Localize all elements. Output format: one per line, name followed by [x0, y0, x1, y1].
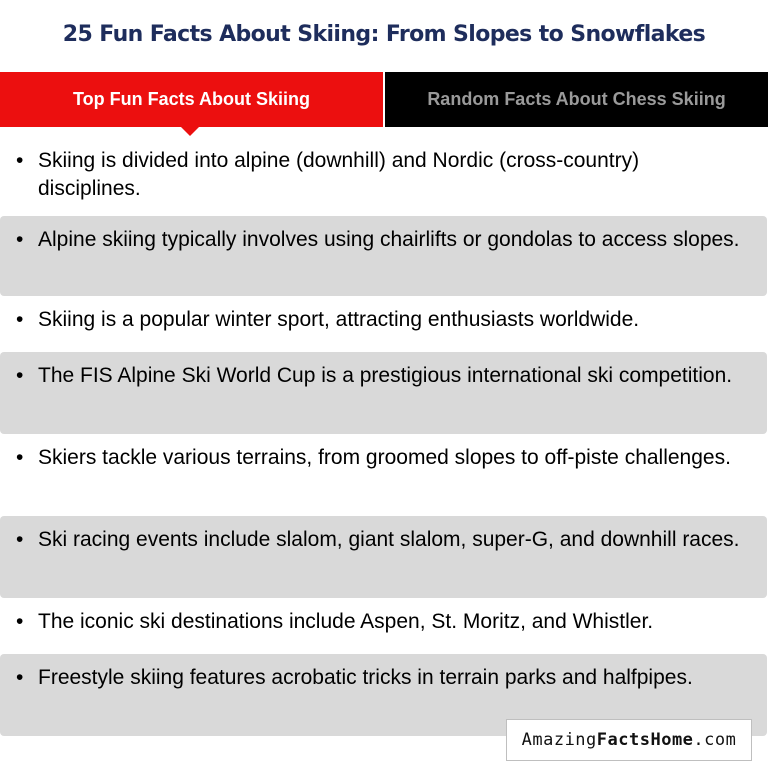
fact-text: The iconic ski destinations include Aspen, St. Moritz, and Whistler. — [38, 610, 654, 633]
tab-random-facts[interactable]: Random Facts About Chess Skiing — [385, 72, 768, 127]
tab-bar — [0, 72, 768, 127]
fact-text: Skiers tackle various terrains, from groomed slopes to off-piste challenges. — [38, 446, 731, 469]
watermark-part: .com — [693, 730, 737, 750]
bullet-icon: • — [16, 308, 24, 331]
bullet-icon: • — [16, 666, 24, 689]
fact-item — [0, 516, 767, 598]
watermark-part: Home — [650, 730, 694, 750]
fact-item — [0, 137, 767, 216]
fact-item — [0, 598, 767, 654]
fact-text: Alpine skiing typically involves using chairlifts or gondolas to access slopes. — [38, 228, 740, 251]
bullet-icon: • — [16, 610, 24, 633]
fact-item — [0, 296, 767, 352]
page-title: 25 Fun Facts About Skiing: From Slopes to Snowflakes — [62, 22, 706, 47]
bullet-icon: • — [16, 446, 24, 469]
fact-text: The FIS Alpine Ski World Cup is a prestigious international ski competition. — [38, 364, 733, 387]
bullet-icon: • — [16, 228, 24, 251]
fact-item — [0, 216, 767, 296]
fact-item — [0, 352, 767, 434]
fact-text: Skiing is divided into alpine (downhill) and Nordic (cross-country) disciplines. — [38, 149, 640, 200]
fact-list — [0, 137, 768, 736]
bullet-icon: • — [16, 149, 24, 172]
fact-text: Ski racing events include slalom, giant slalom, super-G, and downhill races. — [38, 528, 740, 551]
watermark-part: Facts — [596, 730, 651, 750]
fact-item — [0, 434, 767, 516]
fact-text: Skiing is a popular winter sport, attracting enthusiasts worldwide. — [38, 308, 640, 331]
site-watermark — [506, 719, 752, 761]
fact-text: Freestyle skiing features acrobatic tricks in terrain parks and halfpipes. — [38, 666, 693, 689]
bullet-icon: • — [16, 364, 24, 387]
bullet-icon: • — [16, 528, 24, 551]
tab-top-fun-facts[interactable]: Top Fun Facts About Skiing — [0, 72, 383, 127]
watermark-part: Amazing — [521, 730, 597, 750]
